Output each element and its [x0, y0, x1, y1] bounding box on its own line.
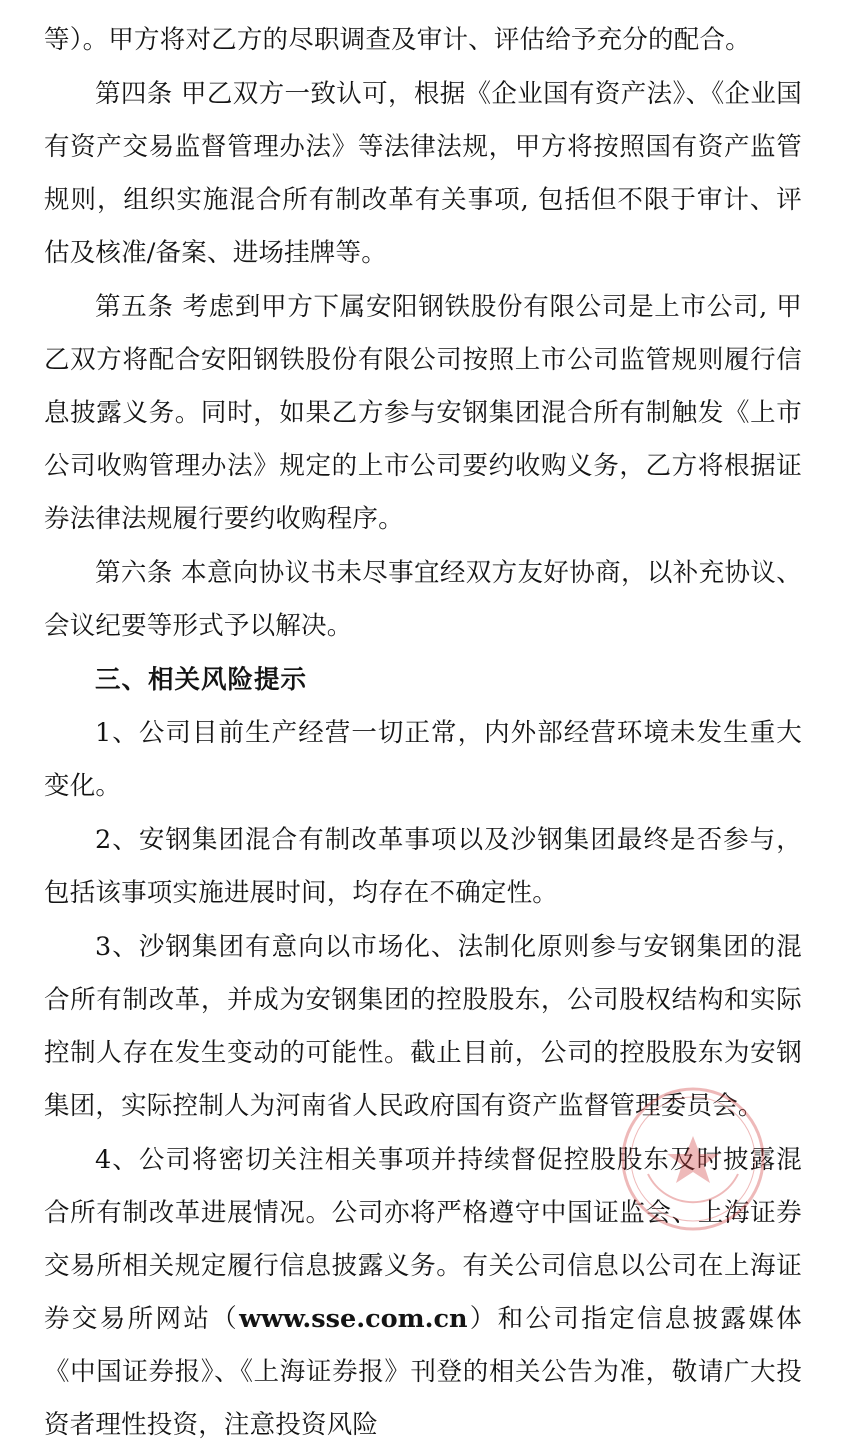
- risk-item-4-text-after-url: ）和公司指定信息披露媒体《中国证券报》、《上海证券报》刊登的相关公告为准，敬请广大投资者理性投资，注意投资风险: [44, 1304, 802, 1440]
- risk-item-1: 1、公司目前生产经营一切正常，内外部经营环境未发生重大变化。: [44, 718, 802, 801]
- sse-website-url: www.sse.com.cn: [239, 1304, 468, 1334]
- paragraph-article-6: 第六条 本意向协议书未尽事宜经双方友好协商，以补充协议、会议纪要等形式予以解决。: [44, 558, 802, 641]
- risk-item-2: 2、安钢集团混合有制改革事项以及沙钢集团最终是否参与，包括该事项实施进展时间，均存在不确定性。: [44, 825, 802, 908]
- risk-item-3: 3、沙钢集团有意向以市场化、法制化原则参与安钢集团的混合所有制改革，并成为安钢集团的控股股东，公司股权结构和实际控制人存在发生变动的可能性。截止目前，公司的控股股东为安钢集团，实际控制人为河南省人民政府国有资产监督管理委员会。: [44, 932, 802, 1121]
- risk-item-4-text-before-url: 4、公司将密切关注相关事项并持续督促控股股东及时披露混合所有制改革进展情况。公司亦将严格遵守中国证监会、上海证券交易所相关规定履行信息披露义务。有关公司信息以公司在上海证券交易所网站（: [44, 1145, 802, 1334]
- section-heading-risk-warning: 三、相关风险提示: [95, 665, 308, 695]
- paragraph-article-5: 第五条 考虑到甲方下属安阳钢铁股份有限公司是上市公司, 甲乙双方将配合安阳钢铁股份有限公司按照上市公司监管规则履行信息披露义务。同时，如果乙方参与安钢集团混合所有制触发《上市公司收购管理办法》规定的上市公司要约收购义务，乙方将根据证券法律法规履行要约收购程序。: [44, 292, 802, 534]
- paragraph-article-4: 第四条 甲乙双方一致认可，根据《企业国有资产法》、《企业国有资产交易监督管理办法》等法律法规，甲方将按照国有资产监管规则，组织实施混合所有制改革有关事项, 包括但不限于审计、评估及核准/备案、进场挂牌等。: [44, 79, 802, 268]
- paragraph-continued-cooperation: 等）。甲方将对乙方的尽职调查及审计、评估给予充分的配合。: [44, 25, 751, 55]
- risk-item-4: [44, 1134, 802, 1452]
